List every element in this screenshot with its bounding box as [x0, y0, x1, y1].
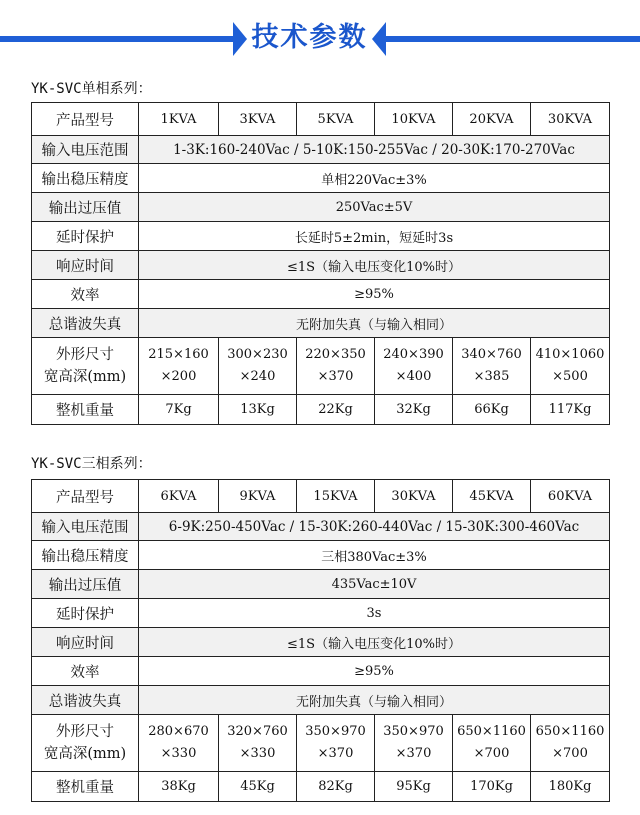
response-label: 响应时间 — [32, 251, 139, 280]
table-row — [32, 570, 610, 599]
input-range-label: 输入电压范围 — [32, 513, 139, 541]
size-cell — [139, 715, 219, 772]
response-value: ≤1S（输入电压变化10%时） — [139, 251, 610, 280]
delay-value: 长延时5±2min，短延时3s — [139, 222, 610, 251]
delay-value: 3s — [139, 599, 610, 628]
size-dim-c: ×500 — [552, 369, 588, 384]
size-dim-ab: 220×350 — [305, 347, 366, 362]
size-dim-ab: 410×1060 — [535, 347, 605, 362]
weight-cell: 7Kg — [139, 395, 219, 425]
size-dim-c: ×370 — [317, 369, 354, 384]
weight-cell: 13Kg — [219, 395, 297, 425]
size-dim-c: ×400 — [395, 369, 432, 384]
delay-label: 延时保护 — [32, 599, 139, 628]
model-label: 产品型号 — [32, 103, 139, 136]
size-cell — [375, 338, 453, 395]
table-row — [32, 103, 610, 136]
table-row — [32, 715, 610, 772]
weight-cell: 170Kg — [453, 772, 531, 802]
size-dim-c: ×370 — [395, 746, 432, 761]
weight-cell: 45Kg — [219, 772, 297, 802]
efficiency-label: 效率 — [32, 657, 139, 686]
table-row — [32, 280, 610, 309]
size-dim-c: ×330 — [239, 746, 276, 761]
size-cell — [297, 715, 375, 772]
overvoltage-label: 输出过压值 — [32, 570, 139, 599]
size-dim-ab: 320×760 — [227, 724, 288, 739]
distortion-label: 总谐波失真 — [32, 309, 139, 338]
size-cell — [453, 715, 531, 772]
single-phase-series-label: YK-SVC单相系列： — [31, 81, 152, 97]
precision-value: 单相220Vac±3% — [139, 164, 610, 193]
model-cell: 15KVA — [297, 480, 375, 513]
weight-cell: 66Kg — [453, 395, 531, 425]
model-cell: 5KVA — [297, 103, 375, 136]
size-dim-ab: 650×1160 — [535, 724, 605, 739]
size-dim-c: ×330 — [160, 746, 197, 761]
table-row — [32, 686, 610, 715]
size-cell — [219, 338, 297, 395]
size-dim-ab: 350×970 — [305, 724, 366, 739]
weight-cell: 95Kg — [375, 772, 453, 802]
size-dim-c: ×700 — [552, 746, 588, 761]
size-cell — [219, 715, 297, 772]
weight-label: 整机重量 — [32, 772, 139, 802]
section-banner — [0, 0, 640, 75]
size-dim-ab: 340×760 — [461, 347, 522, 362]
table-row — [32, 193, 610, 222]
table-row — [32, 657, 610, 686]
table-row — [32, 309, 610, 338]
size-dim-c: ×385 — [473, 369, 510, 384]
size-cell — [375, 715, 453, 772]
table-row — [32, 513, 610, 541]
table-row — [32, 222, 610, 251]
weight-label: 整机重量 — [32, 395, 139, 425]
size-cell — [453, 338, 531, 395]
size-dim-c: ×200 — [160, 369, 197, 384]
input-range-value: 6-9K:250-450Vac / 15-30K:260-440Vac / 15-30K:300-460Vac — [139, 513, 610, 541]
size-dim-ab: 240×390 — [383, 347, 444, 362]
response-label: 响应时间 — [32, 628, 139, 657]
weight-cell: 180Kg — [531, 772, 610, 802]
model-cell: 45KVA — [453, 480, 531, 513]
model-cell: 3KVA — [219, 103, 297, 136]
model-cell: 10KVA — [375, 103, 453, 136]
table-row — [32, 541, 610, 570]
model-cell: 30KVA — [375, 480, 453, 513]
response-value: ≤1S（输入电压变化10%时） — [139, 628, 610, 657]
weight-cell: 22Kg — [297, 395, 375, 425]
model-cell: 6KVA — [139, 480, 219, 513]
size-label-line2: 宽高深(mm) — [43, 746, 127, 762]
size-dim-ab: 280×670 — [148, 724, 209, 739]
size-label-line2: 宽高深(mm) — [43, 369, 127, 385]
table-row — [32, 251, 610, 280]
size-label-line1: 外形尺寸 — [56, 724, 114, 740]
table-row — [32, 164, 610, 193]
size-cell — [139, 338, 219, 395]
table-row — [32, 395, 610, 425]
size-cell — [531, 338, 610, 395]
size-label — [32, 338, 139, 395]
table-row — [32, 136, 610, 164]
model-cell: 60KVA — [531, 480, 610, 513]
table-row — [32, 338, 610, 395]
distortion-label: 总谐波失真 — [32, 686, 139, 715]
input-range-value: 1-3K:160-240Vac / 5-10K:150-255Vac / 20-30K:170-270Vac — [139, 136, 610, 164]
model-cell: 20KVA — [453, 103, 531, 136]
size-dim-ab: 350×970 — [383, 724, 444, 739]
overvoltage-value: 250Vac±5V — [139, 193, 610, 222]
efficiency-value: ≥95% — [139, 280, 610, 309]
banner-line-left — [0, 36, 233, 42]
weight-cell: 32Kg — [375, 395, 453, 425]
size-cell — [531, 715, 610, 772]
three-phase-spec-table — [31, 479, 610, 802]
model-cell: 30KVA — [531, 103, 610, 136]
weight-cell: 82Kg — [297, 772, 375, 802]
efficiency-value: ≥95% — [139, 657, 610, 686]
distortion-value: 无附加失真（与输入相同） — [139, 309, 610, 338]
weight-cell: 117Kg — [531, 395, 610, 425]
model-cell: 1KVA — [139, 103, 219, 136]
precision-label: 输出稳压精度 — [32, 164, 139, 193]
table-row — [32, 480, 610, 513]
size-dim-c: ×240 — [239, 369, 276, 384]
size-dim-ab: 650×1160 — [457, 724, 526, 739]
size-dim-c: ×700 — [473, 746, 510, 761]
single-phase-spec-table — [31, 102, 610, 425]
size-label — [32, 715, 139, 772]
input-range-label: 输入电压范围 — [32, 136, 139, 164]
table-row — [32, 599, 610, 628]
efficiency-label: 效率 — [32, 280, 139, 309]
banner-arrow-right — [372, 22, 386, 56]
model-cell: 9KVA — [219, 480, 297, 513]
model-label: 产品型号 — [32, 480, 139, 513]
size-dim-ab: 300×230 — [227, 347, 288, 362]
overvoltage-label: 输出过压值 — [32, 193, 139, 222]
distortion-value: 无附加失真（与输入相同） — [139, 686, 610, 715]
weight-cell: 38Kg — [139, 772, 219, 802]
table-row — [32, 772, 610, 802]
delay-label: 延时保护 — [32, 222, 139, 251]
banner-arrow-left — [233, 22, 247, 56]
banner-title: 技术参数 — [251, 22, 368, 53]
size-dim-ab: 215×160 — [148, 347, 209, 362]
banner-line-right — [386, 36, 640, 42]
table-row — [32, 628, 610, 657]
size-cell — [297, 338, 375, 395]
three-phase-series-label: YK-SVC三相系列： — [31, 456, 152, 472]
size-label-line1: 外形尺寸 — [56, 347, 114, 363]
precision-value: 三相380Vac±3% — [139, 541, 610, 570]
size-dim-c: ×370 — [317, 746, 354, 761]
precision-label: 输出稳压精度 — [32, 541, 139, 570]
overvoltage-value: 435Vac±10V — [139, 570, 610, 599]
